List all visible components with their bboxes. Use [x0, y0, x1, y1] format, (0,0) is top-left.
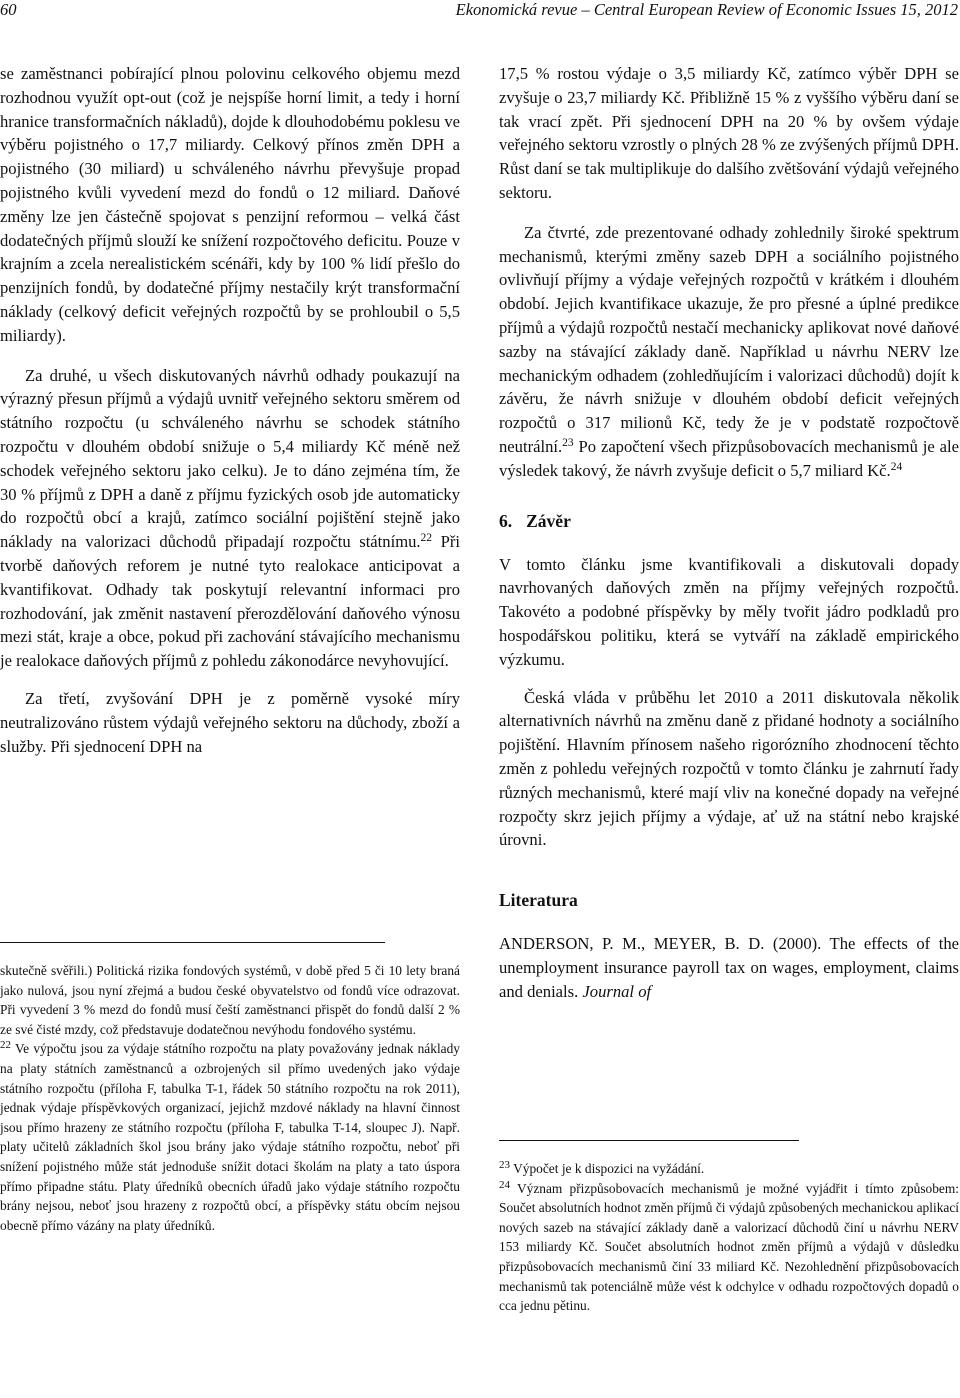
footnote-24 — [499, 1179, 959, 1316]
footnote-reference[interactable]: 23 — [562, 436, 574, 449]
reference-entry — [499, 932, 959, 1003]
footnote-23 — [499, 1159, 959, 1179]
paragraph: Za třetí, zvyšování DPH je z poměrně vysoké míry neutralizováno růstem výdajů veřejného sektoru na důchody, zboží a služby. Při sjednocení DPH na — [0, 688, 460, 756]
footnote-divider — [0, 942, 385, 943]
footnote-divider — [499, 1140, 799, 1141]
paragraph: V tomto článku jsme kvantifikovali a diskutovali dopady navrhovaných daňových změn na příjmy veřejných rozpočtů. Takovéto a podobné příspěvky by měly tvořit jádro podkladů pro hospodářskou politiku, která se vytváří na základě empirického výzkumu. — [499, 554, 959, 669]
right-column — [499, 62, 959, 1004]
footnote-text: Význam přizpůsobovacích mechanismů je možné vyjádřit i tímto způsobem: Součet absolutních hodnot změn příjmů či výdajů způsobených mechanickou aplikací nových sazeb na stávající základy daně a valorizací důchodů činí u návrhu NERV 153 miliardy Kč. Součet absolutních hodnot změn příjmů a výdajů v důsledku přizpůsobovacích mechanismů činí 33 miliard Kč. Nezohlednění přizpůsobovacích mechanismů tak potenciálně může vést k odchylce v odhadu rozpočtových dopadů o cca jednu pětinu. — [499, 1180, 959, 1314]
paragraph — [499, 221, 959, 483]
footnote-number: 24 — [499, 1178, 510, 1191]
footnote-reference[interactable]: 24 — [890, 460, 903, 473]
footnotes-left — [0, 942, 460, 1235]
paragraph: 17,5 % rostou výdaje o 3,5 miliardy Kč, zatímco výběr DPH se zvyšuje o 23,7 miliardy Kč. Přibližně 15 % z vyššího výběru daní se tak vrací zpět. Při sjednocení DPH na 20 % by ovšem výdaje veřejného sektoru vzrostly o plných 28 % ze zvýšených příjmů DPH. Růst daní se tak multiplikuje do dalšího zvětšování výdajů veřejného sektoru. — [499, 64, 959, 202]
footnote-text: Ve výpočtu jsou za výdaje státního rozpočtu na platy považovány jednak náklady na platy státních zaměstnanců a ozbrojených sil přímo uvedených jako výdaje státního rozpočtu (příloha F, tabulka T-1, řádek 50 státního rozpočtu na rok 2011), jednak výdaje příspěvkových organizací, jejichž mzdové náklady na hlavní činnost jsou přímo hrazeny ze státního rozpočtu (příloha F, tabulka T-14, sloupec J). Např. platy učitelů základních škol jsou brány jako výdaje státního rozpočtu, neboť při snížení pojistného může stát jednoduše snížit dotaci školám na platy a tato úspora přímo připadne státu. Platy úředníků obecních úřadů jako výdaje státního rozpočtu brány nejsou, neboť jsou hrazeny z rozpočtů obcí, a příspěvky státu obcím nejsou obecně přímo vázány na platy úředníků. — [0, 1041, 460, 1233]
paragraph-text: Po započtení všech přizpůsobovacích mechanismů je ale výsledek takový, že návrh zvyšuje deficit o 5,7 miliard Kč. — [499, 436, 959, 480]
paragraph-text: Za čtvrté, zde prezentované odhady zohlednily široké spektrum mechanismů, kterými změny sazeb DPH a sociálního pojistného ovlivňují příjmy a výdaje veřejných rozpočtů v krátkém i dlouhém období. Jejich kvantifikace ukazuje, že pro přesné a úplné predikce příjmů a výdajů rozpočtů nestačí mechanicky aplikovat nové daňové sazby na stávající základy daně. Například u návrhu NERV lze mechanickým odhadem (zohledňujícím i valorizaci důchodů) dojít k závěru, že návrh snižuje v dlouhém období deficit veřejných rozpočtů o 317 milionů Kč, tedy že je v podstatě rozpočtově neutrální. — [499, 222, 959, 456]
footnotes-right — [499, 1140, 959, 1316]
footnote-continuation: skutečně svěřili.) Politická rizika fondových systémů, v době před 5 či 10 lety braná jako nulová, jsou nyní zřejmá a budou české obyvatelstvo od fondů více odrazovat. Při vyvedení 3 % mezd do fondů musí čeští zaměstnanci přispět do fondů další 2 % ze své čisté mzdy, což představuje dodatečnou nevýhodu fondového systému. — [0, 963, 460, 1037]
references-heading: Literatura — [499, 890, 578, 911]
running-title: Ekonomická revue – Central European Review of Economic Issues 15, 2012 — [455, 0, 958, 19]
reference-text: ANDERSON, P. M., MEYER, B. D. (2000). The effects of the unemployment insurance payroll tax on wages, employment, claims and denials. — [499, 934, 959, 1001]
paragraph-text: Za druhé, u všech diskutovaných návrhů odhady poukazují na výrazný přesun příjmů a výdajů uvnitř veřejného sektoru směrem od státního rozpočtu (u schváleného návrhu se schodek státního rozpočtu v dlouhém období snižuje o 5,4 miliardy Kč méně než schodek veřejného sektoru jako celku). Je to dáno zejména tím, že 30 % příjmů z DPH a daně z příjmu fyzických osob jde automaticky do rozpočtů obcí a krajů, zatímco sociální pojištění stejně jako náklady na valorizaci důchodů připadají rozpočtu státnímu. — [0, 365, 460, 552]
footnote-22 — [0, 1039, 460, 1235]
footnote-reference[interactable]: 22 — [420, 532, 433, 545]
footnote-text: Výpočet je k dispozici na vyžádání. — [510, 1161, 705, 1176]
paragraph — [0, 364, 460, 673]
left-column — [0, 62, 460, 758]
section-heading — [499, 509, 959, 533]
paragraph-text: Při tvorbě daňových reforem je nutné tyto realokace anticipovat a kvantifikovat. Odhady tak poskytují relevantní informaci pro rozhodování, jak změnit nastavení přerozdělování daňového výnosu mezi stát, kraje a obce, pokud při zachování stávajícího mechanismu je realokace daňových příjmů z pohledu zákonodárce nevyhovující. — [0, 532, 460, 671]
section-number: 6. — [499, 510, 513, 531]
footnote-number: 22 — [0, 1039, 11, 1052]
reference-journal: Journal of — [582, 981, 652, 1001]
paragraph: se zaměstnanci pobírající plnou polovinu celkového objemu mezd rozhodnou využít opt-out (což je nejspíše horní limit, a tedy i horní hranice transformačních nákladů), dojde k dlouhodobému poklesu ve výběru pojistného o 17,7 miliardy. Celkový přínos změn DPH a pojistného (30 miliard) u schváleného návrhu převyšuje propad pojistného kvůli vyvedení mezd do fondů o 12 miliard. Daňové změny lze jen částečně spojovat s penzijní reformou – velká část dodatečných příjmů slouží ke snížení rozpočtového deficitu. Pouze v krajním a zcela nerealistickém scénáři, kdy by 100 % lidí přešlo do penzijních fondů, by dodatečné příjmy nestačily krýt transformační náklady (celkový deficit veřejných rozpočtů by se prohloubil o 5,5 miliardy). — [0, 64, 460, 345]
page-number: 60 — [0, 0, 17, 19]
footnote-number: 23 — [499, 1159, 510, 1171]
paragraph: Česká vláda v průběhu let 2010 a 2011 diskutovala několik alternativních návrhů na změnu daně z přidané hodnoty a sociálního pojištění. Hlavním přínosem našeho rigorózního zhodnocení těchto změn z pohledu veřejných rozpočtů v tomto článku je zahrnutí řady různých mechanismů, které mají vliv na konečné dopady na veřejné rozpočty skrz jejich příjmy a výdaje, ať už na státní nebo krajské úrovni. — [499, 687, 959, 850]
page-header — [0, 0, 960, 30]
section-title: Závěr — [526, 510, 571, 531]
